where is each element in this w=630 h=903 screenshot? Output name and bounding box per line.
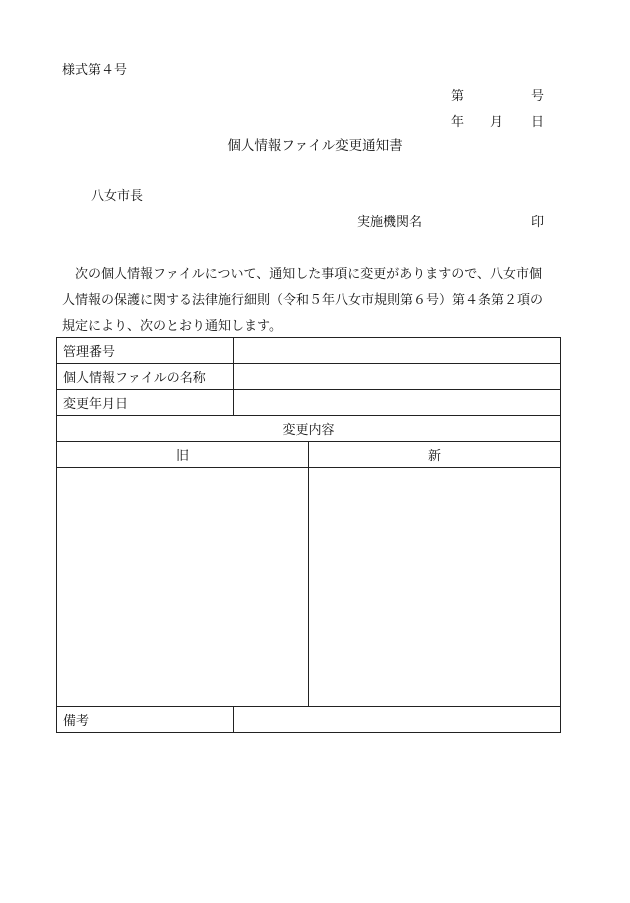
change-date-field[interactable] xyxy=(234,390,561,416)
remarks-label: 備考 xyxy=(57,707,234,733)
table-row xyxy=(57,707,561,733)
addressee: 八女市長 xyxy=(91,189,144,204)
table-row xyxy=(57,442,561,468)
management-number-label: 管理番号 xyxy=(57,338,234,364)
agency-name-label: 実施機関名 xyxy=(357,215,423,230)
body-line: 次の個人情報ファイルについて、通知した事項に変更がありますので、八女市個 xyxy=(62,267,542,282)
table-row xyxy=(57,416,561,442)
table-row xyxy=(57,390,561,416)
old-column-header: 旧 xyxy=(57,442,309,468)
table-row xyxy=(57,364,561,390)
management-number-field[interactable] xyxy=(234,338,561,364)
date-month-label: 月 xyxy=(490,115,504,130)
new-content-field[interactable] xyxy=(309,468,561,707)
document-number-suffix: 号 xyxy=(531,89,545,104)
change-date-label: 変更年月日 xyxy=(57,390,234,416)
remarks-field[interactable] xyxy=(234,707,561,733)
file-name-field[interactable] xyxy=(234,364,561,390)
file-name-label: 個人情報ファイルの名称 xyxy=(57,364,234,390)
new-column-header: 新 xyxy=(309,442,561,468)
document-title: 個人情報ファイル変更通知書 xyxy=(227,138,403,154)
body-line: 人情報の保護に関する法律施行細則（令和５年八女市規則第６号）第４条第２項の xyxy=(62,293,544,308)
old-content-field[interactable] xyxy=(57,468,309,707)
seal-mark: 印 xyxy=(531,215,545,230)
notification-form-table xyxy=(56,337,561,733)
change-details-header: 変更内容 xyxy=(57,416,561,442)
date-year-label: 年 xyxy=(451,115,465,130)
body-line: 規定により、次のとおり通知します。 xyxy=(62,319,282,334)
form-number: 様式第４号 xyxy=(62,63,128,78)
date-day-label: 日 xyxy=(531,115,545,130)
document-number-label: 第 xyxy=(451,89,465,104)
body-paragraph xyxy=(62,262,562,340)
table-row xyxy=(57,338,561,364)
table-row xyxy=(57,468,561,707)
